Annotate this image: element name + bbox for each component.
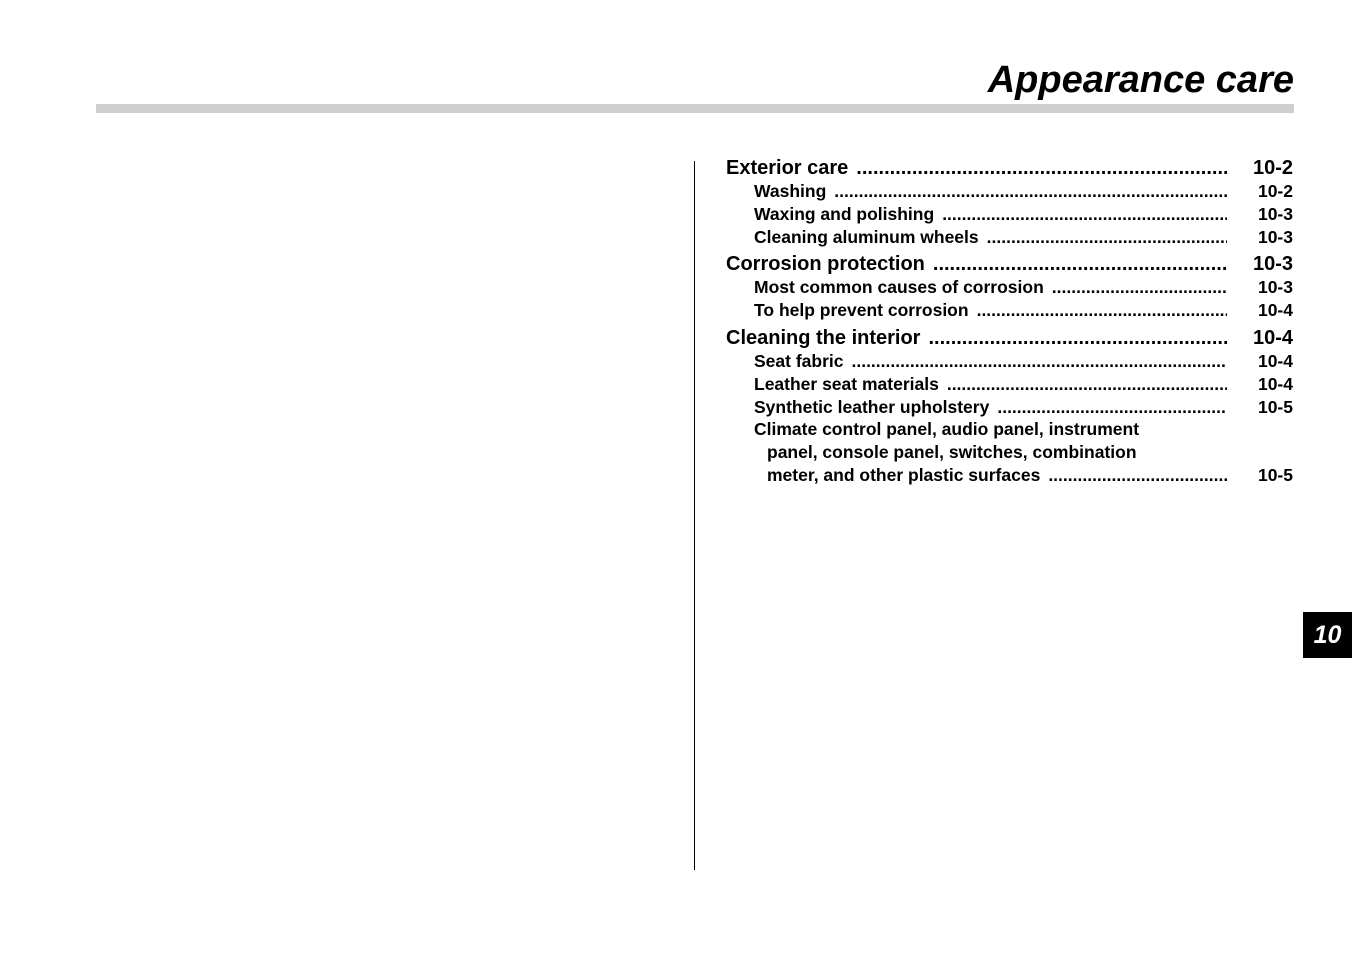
chapter-tab[interactable]: 10 — [1303, 612, 1352, 658]
toc-page-number: 10-3 — [1252, 253, 1293, 276]
toc-item-leather-seat-materials[interactable] — [726, 373, 1293, 396]
dot-leader — [834, 180, 1227, 203]
column-divider — [694, 161, 695, 870]
dot-leader — [942, 203, 1227, 226]
toc-item-cleaning-aluminum-wheels[interactable] — [726, 226, 1293, 249]
toc-item-washing[interactable] — [726, 180, 1293, 203]
dot-leader — [1048, 464, 1227, 487]
toc-item-label-line: Climate control panel, audio panel, instrument — [754, 419, 1140, 440]
toc-page-number: 10-4 — [1257, 300, 1293, 321]
dot-leader — [987, 226, 1227, 249]
toc-item-label: Leather seat materials — [754, 373, 939, 394]
title-rule — [96, 104, 1294, 113]
toc-section-label: Corrosion protection — [726, 253, 925, 276]
toc-item-causes-of-corrosion[interactable] — [726, 276, 1293, 299]
toc-section-corrosion-protection[interactable] — [726, 251, 1293, 278]
dot-leader — [856, 155, 1227, 182]
toc-page-number: 10-5 — [1257, 464, 1293, 485]
dot-leader — [1052, 276, 1227, 299]
toc-page-number: 10-5 — [1257, 396, 1293, 417]
page-title: Appearance care — [987, 59, 1294, 101]
toc-item-label-line: panel, console panel, switches, combination — [767, 442, 1137, 463]
toc-item-prevent-corrosion[interactable] — [726, 299, 1293, 322]
toc-item-label: Washing — [754, 181, 827, 201]
toc-page-number: 10-2 — [1252, 157, 1293, 179]
dot-leader — [851, 350, 1227, 373]
toc-section-exterior-care[interactable] — [726, 155, 1293, 182]
toc-item-label: Synthetic leather upholstery — [754, 396, 990, 417]
toc-item-label: Cleaning aluminum wheels — [754, 226, 979, 247]
toc-section-cleaning-the-interior[interactable] — [726, 325, 1293, 352]
toc-item-label: Seat fabric — [754, 350, 844, 371]
toc-page-number: 10-3 — [1257, 203, 1293, 224]
toc-item-label: Waxing and polishing — [754, 203, 935, 224]
toc-item-label: To help prevent corrosion — [754, 300, 969, 321]
dot-leader — [928, 325, 1227, 352]
toc-item-last-line — [754, 464, 1293, 487]
dot-leader — [997, 396, 1227, 419]
toc-page-number: 10-3 — [1257, 277, 1293, 298]
toc-page-number: 10-3 — [1257, 226, 1293, 247]
toc-item-label: Most common causes of corrosion — [754, 277, 1044, 298]
toc-item-plastic-surfaces[interactable] — [726, 418, 1293, 486]
toc-page-number: 10-2 — [1257, 181, 1293, 201]
toc-item-waxing-and-polishing[interactable] — [726, 203, 1293, 226]
table-of-contents — [726, 155, 1293, 487]
toc-section-label: Cleaning the interior — [726, 326, 921, 349]
toc-item-synthetic-leather-upholstery[interactable] — [726, 396, 1293, 419]
toc-item-seat-fabric[interactable] — [726, 350, 1293, 373]
toc-page-number: 10-4 — [1252, 326, 1293, 349]
dot-leader — [933, 251, 1227, 278]
toc-item-label-line: meter, and other plastic surfaces — [767, 464, 1041, 485]
toc-page-number: 10-4 — [1257, 373, 1293, 394]
toc-section-label: Exterior care — [726, 157, 849, 179]
dot-leader — [977, 299, 1227, 322]
toc-page-number: 10-4 — [1257, 350, 1293, 371]
dot-leader — [947, 373, 1227, 396]
